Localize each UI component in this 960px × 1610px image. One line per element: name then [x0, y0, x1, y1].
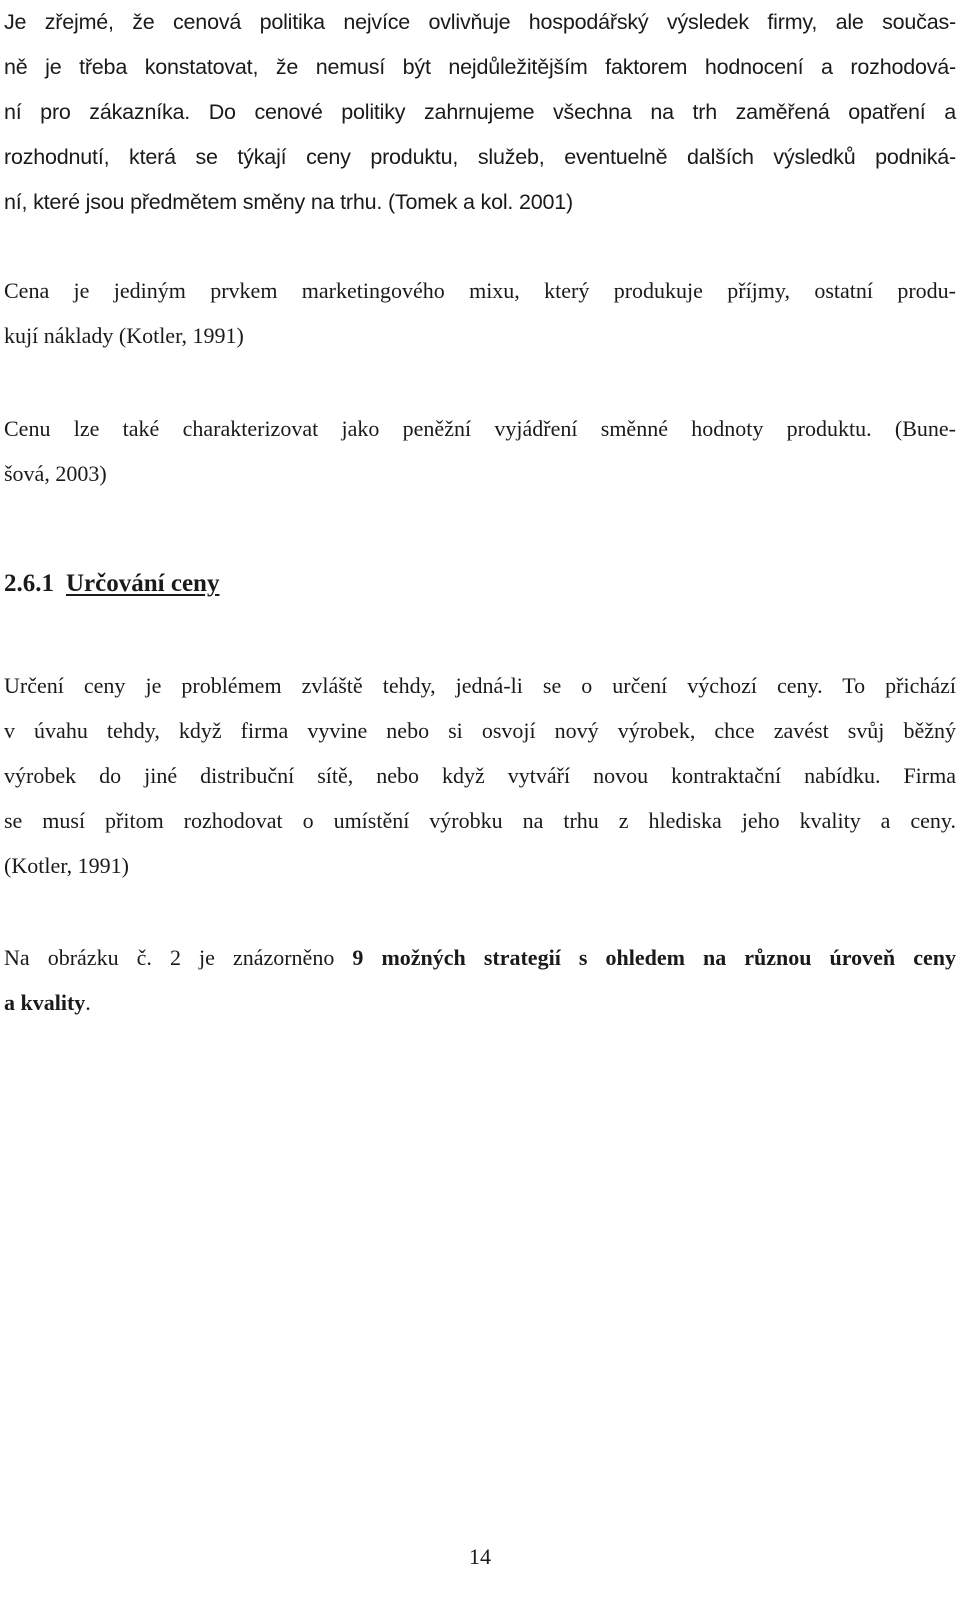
text-line: (Kotler, 1991)	[4, 853, 129, 878]
quality-emphasis: a kvality	[4, 990, 86, 1015]
text-line: v úvahu tehdy, když firma vyvine nebo si osvojí nový výrobek, chce zavést svůj běžný	[4, 718, 956, 743]
paragraph-price-mix	[4, 268, 956, 358]
paragraph-price-setting	[4, 663, 956, 888]
section-heading	[4, 566, 219, 602]
page-number: 14	[469, 1544, 491, 1569]
strategies-emphasis: 9 možných strategií s ohledem na různou úroveň ceny	[352, 945, 956, 970]
text-line: ní, které jsou předmětem směny na trhu. (Tomek a kol. 2001)	[4, 190, 573, 214]
text-line: ně je třeba konstatovat, že nemusí být nejdůležitějším faktorem hodnocení a rozhodová-	[4, 55, 956, 79]
text-line: kují náklady (Kotler, 1991)	[4, 323, 244, 348]
text-line	[4, 980, 956, 1025]
paragraph-price-definition	[4, 406, 956, 496]
text-line: Cena je jediným prvkem marketingového mixu, který produkuje příjmy, ostatní produ-	[4, 278, 956, 303]
section-number: 2.6.1	[4, 570, 54, 597]
paragraph-figure-reference	[4, 935, 956, 1025]
text-line: výrobek do jiné distribuční sítě, nebo když vytváří novou kontraktační nabídku. Firma	[4, 763, 956, 788]
text-line	[4, 935, 956, 980]
sentence-end: .	[85, 990, 91, 1015]
text-line: se musí přitom rozhodovat o umístění výrobku na trhu z hlediska jeho kvality a ceny.	[4, 808, 956, 833]
text-line: rozhodnutí, která se týkají ceny produktu, služeb, eventuelně dalších výsledků podniká-	[4, 145, 956, 169]
text-line: šová, 2003)	[4, 461, 107, 486]
text-line: ní pro zákazníka. Do cenové politiky zahrnujeme všechna na trh zaměřená opatření a	[4, 100, 956, 124]
text-line: Cenu lze také charakterizovat jako peněžní vyjádření směnné hodnoty produktu. (Bune-	[4, 416, 956, 441]
section-title: Určování ceny	[66, 570, 220, 597]
text-line: Je zřejmé, že cenová politika nejvíce ovlivňuje hospodářský výsledek firmy, ale součas-	[4, 10, 956, 34]
text-line: Určení ceny je problémem zvláště tehdy, jedná-li se o určení výchozí ceny. To přichází	[4, 673, 956, 698]
figure-reference-text: Na obrázku č. 2 je znázorněno	[4, 945, 353, 970]
paragraph-pricing-policy	[4, 0, 956, 225]
